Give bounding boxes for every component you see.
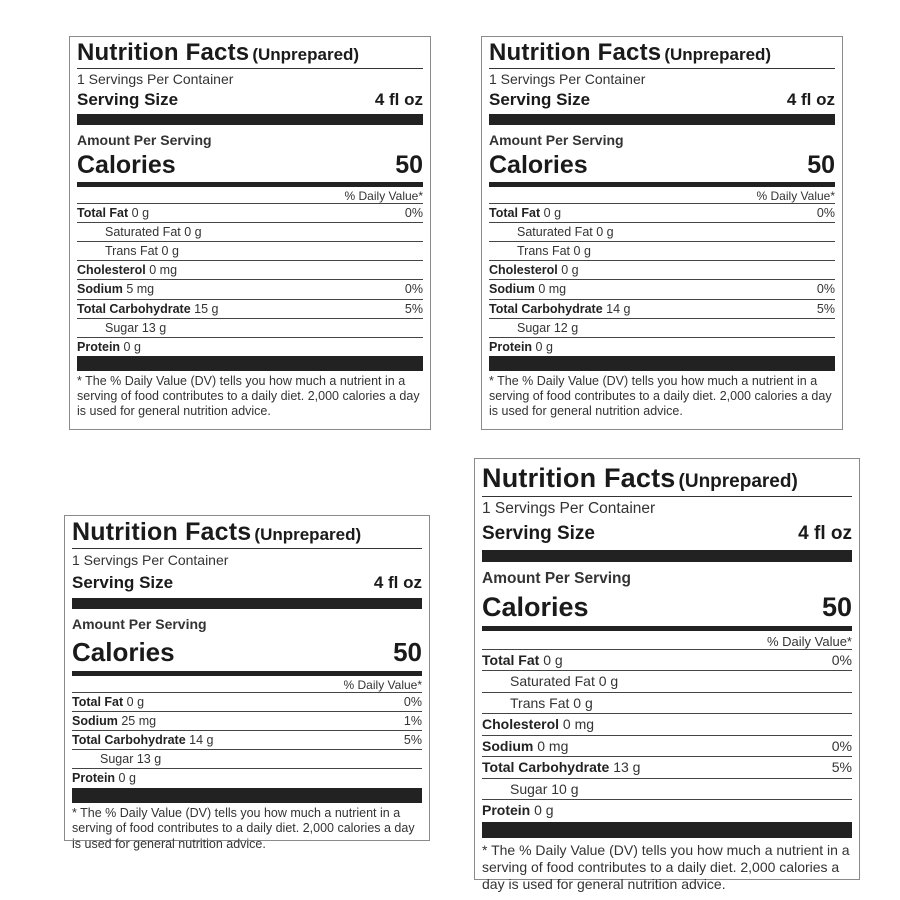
nutrient-dv: 0% (404, 206, 423, 221)
nutrient-amount: 15 g (194, 301, 219, 316)
nutrient-row (489, 319, 835, 338)
nutrition-label-2 (481, 36, 843, 430)
nutrient-row (482, 650, 852, 672)
nutrient-row (489, 261, 835, 280)
label-title-row (482, 465, 852, 497)
nutrient-row (72, 769, 422, 787)
serving-size-label: Serving Size (489, 89, 591, 109)
serving-size-label: Serving Size (482, 522, 595, 544)
nutrient-dv: 0% (831, 651, 852, 668)
nutrient-row (489, 280, 835, 299)
serving-size-row (489, 88, 835, 110)
nutrient-name: Sodium (489, 282, 535, 297)
nutrient-row (77, 280, 423, 299)
nutrient-row (482, 779, 852, 801)
nutrient-amount: 0 g (573, 244, 591, 259)
calories-value: 50 (821, 591, 852, 622)
label-title-row (489, 41, 835, 69)
serving-size-value: 4 fl oz (373, 572, 422, 592)
nutrient-name: Cholesterol (77, 263, 146, 278)
nutrient-row (489, 300, 835, 319)
nutrient-name: Sodium (77, 282, 123, 297)
label-subtitle: (Unprepared) (254, 525, 362, 544)
thick-divider (482, 550, 852, 562)
nutrient-row (77, 338, 423, 356)
label-title: Nutrition Facts (489, 39, 662, 66)
daily-value-header: % Daily Value* (72, 676, 422, 693)
nutrition-label-3 (64, 515, 430, 851)
nutrient-name: Total Carbohydrate (482, 759, 610, 776)
nutrient-amount: 0 g (184, 225, 202, 240)
serving-size-value: 4 fl oz (798, 522, 852, 544)
serving-size-row (72, 569, 422, 593)
bottom-divider (72, 788, 422, 803)
thick-divider (489, 114, 835, 125)
nutrient-name: Trans Fat (510, 694, 570, 711)
calories-row (482, 588, 852, 621)
nutrient-row (482, 693, 852, 715)
nutrient-amount: 0 mg (537, 737, 569, 754)
serving-size-row (77, 88, 423, 110)
nutrient-name: Cholesterol (482, 716, 560, 733)
label-title: Nutrition Facts (77, 39, 250, 66)
nutrient-name: Trans Fat (105, 244, 159, 259)
footnote: * The % Daily Value (DV) tells you how much a nutrient in a serving of food contributes to a daily diet. 2,000 calories a day is used for general nutrition advice. (482, 841, 850, 893)
nutrient-name: Protein (77, 339, 121, 354)
nutrient-name: Total Carbohydrate (72, 733, 186, 748)
amount-per-serving: Amount Per Serving (489, 131, 624, 148)
nutrient-name: Sugar (517, 320, 551, 335)
nutrient-amount: 0 mg (538, 282, 567, 297)
nutrient-amount: 5 mg (126, 282, 155, 297)
calories-row (489, 148, 835, 178)
thick-divider (77, 114, 423, 125)
nutrient-name: Total Carbohydrate (77, 301, 191, 316)
calories-label: Calories (482, 591, 589, 622)
servings-per-container: 1 Servings Per Container (72, 552, 229, 568)
nutrient-row (72, 731, 422, 750)
nutrient-name: Sugar (510, 780, 548, 797)
calories-value: 50 (393, 636, 422, 667)
amount-per-serving: Amount Per Serving (77, 131, 212, 148)
nutrient-row (482, 757, 852, 779)
nutrient-name: Total Carbohydrate (489, 301, 603, 316)
nutrient-row (482, 714, 852, 736)
nutrient-name: Sodium (482, 737, 534, 754)
label-subtitle: (Unprepared) (252, 45, 360, 64)
servings-per-container: 1 Servings Per Container (77, 71, 234, 87)
nutrient-name: Saturated Fat (510, 673, 595, 690)
nutrient-amount: 13 g (141, 320, 167, 335)
nutrient-amount: 0 g (161, 244, 179, 259)
nutrient-row (489, 204, 835, 223)
daily-value-header: % Daily Value* (482, 631, 852, 650)
label-subtitle: (Unprepared) (664, 45, 772, 64)
nutrient-name: Cholesterol (489, 263, 558, 278)
serving-size-value: 4 fl oz (374, 89, 423, 109)
nutrient-amount: 12 g (553, 320, 579, 335)
label-subtitle: (Unprepared) (678, 471, 798, 492)
nutrient-name: Protein (482, 802, 531, 819)
nutrient-row (489, 242, 835, 261)
label-title-row (77, 41, 423, 69)
nutrient-row (72, 693, 422, 712)
nutrient-name: Protein (489, 339, 533, 354)
nutrient-amount: 0 g (596, 225, 614, 240)
nutrient-row (72, 750, 422, 769)
nutrient-name: Sugar (105, 320, 139, 335)
footnote: * The % Daily Value (DV) tells you how much a nutrient in a serving of food contributes to a daily diet. 2,000 calories a day is used for general nutrition advice. (72, 806, 415, 851)
nutrient-row (482, 736, 852, 758)
label-title-row (72, 520, 422, 549)
nutrient-list (482, 650, 852, 821)
nutrient-dv: 0% (831, 737, 852, 754)
nutrient-amount: 0 g (535, 339, 553, 354)
nutrient-amount: 0 g (543, 651, 563, 668)
nutrition-label-1 (69, 36, 431, 430)
nutrient-amount: 14 g (189, 733, 214, 748)
nutrient-row (489, 223, 835, 242)
nutrient-name: Saturated Fat (105, 225, 181, 240)
calories-label: Calories (489, 150, 588, 179)
nutrient-name: Protein (72, 771, 116, 786)
nutrient-amount: 13 g (136, 752, 162, 767)
nutrient-amount: 0 g (131, 206, 150, 221)
serving-size-label: Serving Size (72, 572, 174, 592)
label-title: Nutrition Facts (482, 463, 676, 493)
nutrient-amount: 14 g (606, 301, 631, 316)
nutrient-dv: 5% (831, 759, 852, 776)
nutrient-name: Sodium (72, 714, 118, 729)
nutrient-list (489, 204, 835, 356)
nutrient-row (77, 319, 423, 338)
calories-label: Calories (72, 636, 175, 667)
daily-value-header: % Daily Value* (77, 187, 423, 204)
nutrient-dv: 0% (816, 206, 835, 221)
serving-size-row (482, 519, 852, 545)
nutrient-dv: 0% (403, 695, 422, 710)
nutrient-dv: 5% (403, 733, 422, 748)
nutrient-amount: 0 mg (562, 716, 595, 733)
nutrient-name: Total Fat (77, 206, 129, 221)
nutrient-row (482, 800, 852, 821)
amount-per-serving: Amount Per Serving (72, 615, 207, 632)
nutrient-amount: 0 g (543, 206, 562, 221)
nutrient-amount: 0 g (123, 339, 141, 354)
nutrient-amount: 13 g (613, 759, 641, 776)
nutrient-amount: 0 g (126, 695, 145, 710)
nutrient-amount: 10 g (551, 780, 579, 797)
nutrient-row (77, 223, 423, 242)
bottom-divider (489, 356, 835, 371)
label-title: Nutrition Facts (72, 518, 252, 546)
nutrition-label-4 (474, 458, 860, 893)
calories-value: 50 (395, 150, 423, 179)
nutrient-dv: 1% (403, 714, 422, 729)
nutrient-dv: 0% (816, 282, 835, 297)
bottom-divider (77, 356, 423, 371)
daily-value-header: % Daily Value* (489, 187, 835, 204)
nutrient-name: Total Fat (489, 206, 541, 221)
calories-value: 50 (807, 150, 835, 179)
nutrient-row (72, 712, 422, 731)
nutrient-amount: 0 g (561, 263, 579, 278)
servings-per-container: 1 Servings Per Container (489, 71, 646, 87)
calories-row (72, 632, 422, 666)
nutrient-dv: 5% (404, 301, 423, 316)
nutrient-name: Trans Fat (517, 244, 571, 259)
nutrient-row (489, 338, 835, 356)
calories-label: Calories (77, 150, 176, 179)
nutrient-row (77, 242, 423, 261)
nutrient-amount: 0 g (573, 694, 593, 711)
nutrient-name: Total Fat (72, 695, 124, 710)
footnote: * The % Daily Value (DV) tells you how much a nutrient in a serving of food contributes to a daily diet. 2,000 calories a day is used for general nutrition advice. (489, 373, 832, 419)
nutrient-row (77, 261, 423, 280)
nutrient-list (77, 204, 423, 356)
servings-per-container: 1 Servings Per Container (482, 500, 656, 517)
nutrient-amount: 0 g (598, 673, 619, 690)
nutrient-name: Saturated Fat (517, 225, 593, 240)
bottom-divider (482, 822, 852, 838)
nutrient-name: Sugar (100, 752, 134, 767)
nutrient-name: Total Fat (482, 651, 540, 668)
amount-per-serving: Amount Per Serving (482, 569, 631, 587)
footnote: * The % Daily Value (DV) tells you how much a nutrient in a serving of food contributes to a daily diet. 2,000 calories a day is used for general nutrition advice. (77, 373, 420, 419)
thick-divider (72, 598, 422, 609)
nutrient-list (72, 693, 422, 787)
nutrient-row (482, 671, 852, 693)
nutrient-row (77, 300, 423, 319)
nutrient-dv: 5% (816, 301, 835, 316)
nutrient-amount: 0 mg (149, 263, 178, 278)
nutrient-amount: 25 mg (121, 714, 157, 729)
serving-size-label: Serving Size (77, 89, 179, 109)
serving-size-value: 4 fl oz (786, 89, 835, 109)
calories-row (77, 148, 423, 178)
nutrient-amount: 0 g (534, 802, 554, 819)
nutrient-dv: 0% (404, 282, 423, 297)
nutrient-amount: 0 g (118, 771, 136, 786)
nutrient-row (77, 204, 423, 223)
